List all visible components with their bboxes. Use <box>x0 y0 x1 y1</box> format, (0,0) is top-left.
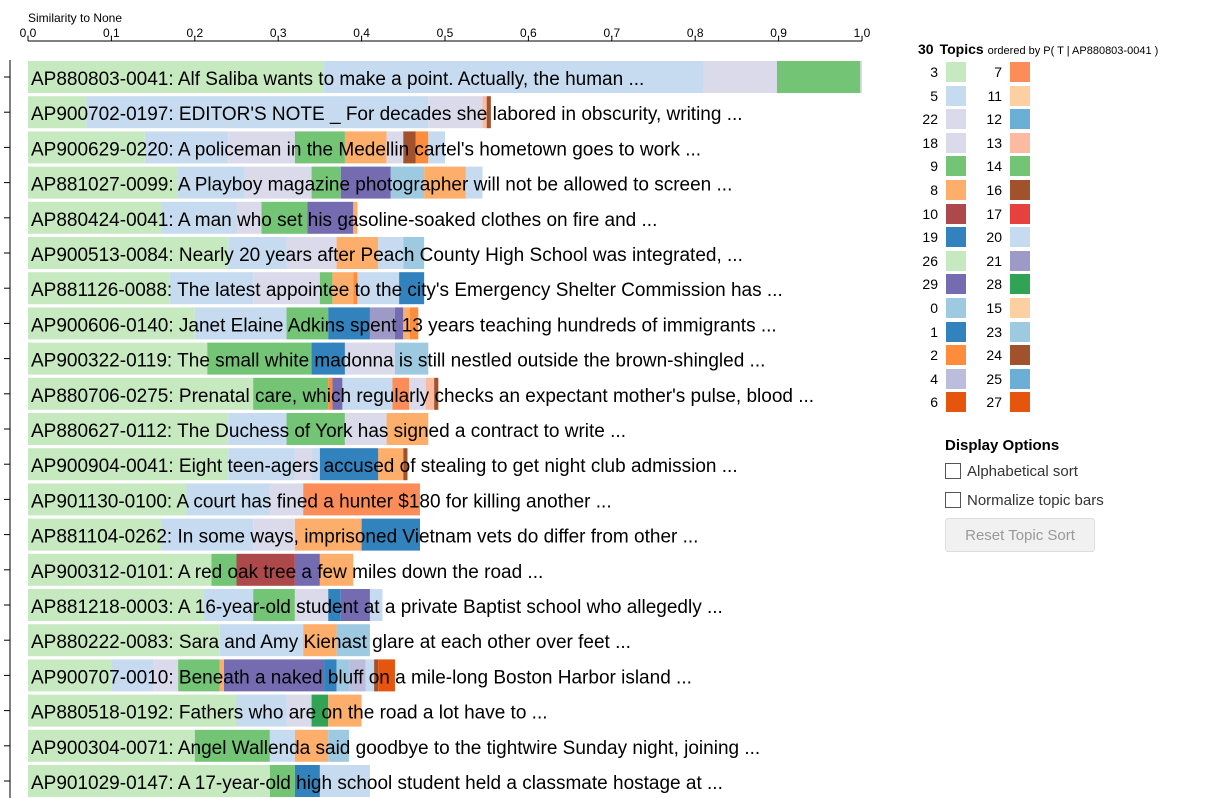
document-label: AP880627-0112: The Duchess of York has signed a contract to write ... <box>31 421 626 442</box>
legend-topic-swatch[interactable] <box>946 86 966 106</box>
document-row[interactable] <box>4 96 743 128</box>
document-row[interactable] <box>4 237 743 269</box>
legend-topic-swatch[interactable] <box>946 369 966 389</box>
legend-topic-swatch[interactable] <box>1010 251 1030 271</box>
legend-topic-number: 23 <box>986 323 1002 340</box>
document-row[interactable] <box>4 695 548 727</box>
display-options <box>945 437 1104 552</box>
order-note: ordered by P( T | AP880803-0041 ) <box>987 45 1159 57</box>
legend-topic-number: 22 <box>922 111 938 128</box>
legend-topic-number: 2 <box>930 347 938 364</box>
legend-topic-number: 12 <box>986 111 1002 128</box>
document-row[interactable] <box>4 624 631 656</box>
legend-topic-swatch[interactable] <box>1010 369 1030 389</box>
legend-topic-4[interactable] <box>918 369 968 389</box>
legend-topic-number: 24 <box>986 347 1002 364</box>
document-row[interactable] <box>4 448 738 480</box>
legend-topic-29[interactable] <box>918 274 968 294</box>
legend-topic-24[interactable] <box>982 345 1032 365</box>
document-label: AP900702-0197: EDITOR'S NOTE _ For decades she labored in obscurity, writing ... <box>31 104 743 126</box>
legend-topic-7[interactable] <box>982 62 1032 82</box>
legend-topic-3[interactable] <box>918 62 968 82</box>
document-row[interactable] <box>4 765 723 797</box>
alphabetical-sort-option[interactable] <box>945 460 1104 482</box>
document-label: AP900629-0220: A policeman in the Medellin cartel's hometown goes to work ... <box>31 139 702 161</box>
document-label: AP901029-0147: A 17-year-old high school student held a classmate hostage at ... <box>31 773 723 794</box>
legend-topic-number: 13 <box>986 134 1002 151</box>
document-label: AP900312-0101: A red oak tree a few miles down the road ... <box>31 561 544 583</box>
display-options-title: Display Options <box>945 437 1060 454</box>
topics-label: Topics <box>939 41 984 57</box>
legend-topic-6[interactable] <box>918 392 968 412</box>
legend-topic-number: 9 <box>930 158 938 175</box>
document-row[interactable] <box>4 202 657 234</box>
normalize-checkbox[interactable] <box>945 492 961 508</box>
legend-topic-number: 20 <box>986 229 1002 246</box>
legend-topic-number: 14 <box>986 158 1002 175</box>
alphabetical-sort-checkbox[interactable] <box>945 463 961 479</box>
x-tick-label: 0.3 <box>269 26 287 40</box>
document-row[interactable] <box>4 659 692 691</box>
topic-segment[interactable] <box>704 61 777 93</box>
document-row[interactable] <box>4 343 765 375</box>
x-tick-label: 0.4 <box>353 26 370 40</box>
legend-topic-number: 28 <box>986 276 1002 293</box>
legend-topic-swatch[interactable] <box>1010 322 1030 342</box>
legend-topic-20[interactable] <box>982 227 1032 247</box>
document-row[interactable] <box>4 378 814 410</box>
legend-topic-swatch[interactable] <box>946 133 966 153</box>
document-label: AP880222-0083: Sara and Amy Kienast glare at each other over feet ... <box>31 632 631 654</box>
legend-topic-8[interactable] <box>918 180 968 200</box>
legend-topic-swatch[interactable] <box>1010 62 1030 82</box>
legend-topic-number: 6 <box>930 394 938 411</box>
axis-title: Similarity to None <box>28 11 123 25</box>
document-row[interactable] <box>4 272 783 304</box>
legend-topic-number: 26 <box>922 252 938 269</box>
legend-topic-swatch[interactable] <box>1010 156 1030 176</box>
legend-topic-swatch[interactable] <box>946 180 966 200</box>
legend-topic-number: 21 <box>986 252 1002 269</box>
document-row[interactable] <box>4 730 760 762</box>
legend-topic-number: 29 <box>922 276 938 293</box>
legend-topic-0[interactable] <box>918 298 968 318</box>
legend-topic-number: 25 <box>986 370 1002 387</box>
legend-topic-swatch[interactable] <box>1010 298 1030 318</box>
x-tick-label: 0.8 <box>686 26 704 40</box>
legend-topic-22[interactable] <box>918 109 968 129</box>
document-label: AP900606-0140: Janet Elaine Adkins spent 13 years teaching hundreds of immigrants ... <box>31 315 777 337</box>
document-label: AP880518-0192: Fathers who are on the road a lot have to ... <box>31 702 548 724</box>
document-label: AP880706-0275: Prenatal care, which regularly checks an expectant mother's pulse, blood ... <box>31 385 815 407</box>
document-row[interactable] <box>4 167 732 199</box>
x-tick-label: 1.0 <box>853 26 871 40</box>
legend-topic-swatch[interactable] <box>1010 227 1030 247</box>
document-label: AP881126-0088: The latest appointee to the city's Emergency Shelter Commission has ... <box>31 280 783 302</box>
legend-topic-23[interactable] <box>982 322 1032 342</box>
legend-topic-25[interactable] <box>982 369 1032 389</box>
legend-topic-number: 11 <box>987 87 1002 104</box>
legend-topic-number: 15 <box>986 300 1002 316</box>
legend-topic-13[interactable] <box>982 133 1032 153</box>
legend-topic-19[interactable] <box>918 227 968 247</box>
legend-topic-10[interactable] <box>918 204 968 224</box>
legend-topic-21[interactable] <box>982 251 1032 271</box>
legend-topic-swatch[interactable] <box>946 109 966 129</box>
legend-topic-number: 4 <box>930 370 938 387</box>
legend-topic-swatch[interactable] <box>946 322 966 342</box>
document-label: AP900513-0084: Nearly 20 years after Peach County High School was integrated, ... <box>31 245 743 266</box>
alphabetical-sort-label: Alphabetical sort <box>967 462 1078 480</box>
legend-topic-number: 19 <box>922 229 938 246</box>
legend-topic-18[interactable] <box>918 133 968 153</box>
legend-topic-number: 8 <box>930 182 938 198</box>
legend-topic-swatch[interactable] <box>946 227 966 247</box>
document-label: AP900322-0119: The small white madonna is still nestled outside the brown-shingled ... <box>31 350 766 372</box>
legend-topic-26[interactable] <box>918 251 968 271</box>
normalize-label: Normalize topic bars <box>967 491 1104 509</box>
topic-segment[interactable] <box>860 61 862 93</box>
legend-topic-swatch[interactable] <box>1010 86 1030 106</box>
document-label: AP900707-0010: Beneath a naked bluff on a mile-long Boston Harbor island ... <box>31 667 692 689</box>
legend-topic-swatch[interactable] <box>1010 204 1030 224</box>
legend-topic-27[interactable] <box>982 392 1032 412</box>
legend-topic-11[interactable] <box>982 86 1032 106</box>
reset-topic-sort-button[interactable]: Reset Topic Sort <box>945 518 1095 552</box>
legend-topic-swatch[interactable] <box>946 392 966 412</box>
legend-topic-swatch[interactable] <box>1010 180 1030 200</box>
legend-topic-swatch[interactable] <box>946 274 966 294</box>
document-label: AP880424-0041: A man who set his gasoline-soaked clothes on fire and ... <box>31 209 658 231</box>
document-label: AP881104-0262: In some ways, imprisoned Vietnam vets do differ from other ... <box>31 526 699 548</box>
x-tick-label: 0.7 <box>603 26 621 40</box>
document-label: AP881027-0099: A Playboy magazine photographer will not be allowed to screen ... <box>31 174 733 196</box>
legend-topic-14[interactable] <box>982 156 1032 176</box>
document-label: AP900904-0041: Eight teen-agers accused of stealing to get night club admission ... <box>31 456 738 478</box>
topics-legend <box>918 38 1215 422</box>
legend-topic-number: 3 <box>930 64 938 80</box>
x-tick-label: 0.1 <box>103 26 120 40</box>
legend-topic-1[interactable] <box>918 322 968 342</box>
legend-topic-28[interactable] <box>982 274 1032 294</box>
legend-topic-swatch[interactable] <box>946 345 966 365</box>
document-row[interactable] <box>4 413 626 445</box>
document-row[interactable] <box>4 307 777 339</box>
legend-topic-15[interactable] <box>982 298 1032 318</box>
legend-topic-5[interactable] <box>918 86 968 106</box>
legend-topic-number: 27 <box>986 394 1002 411</box>
legend-topic-swatch[interactable] <box>946 251 966 271</box>
x-tick-label: 0.5 <box>436 26 454 40</box>
document-rows <box>4 61 862 797</box>
document-row[interactable] <box>4 483 612 515</box>
legend-topic-number: 10 <box>922 205 938 222</box>
legend-topic-swatch[interactable] <box>1010 274 1030 294</box>
legend-topic-16[interactable] <box>982 180 1032 200</box>
legend-topic-swatch[interactable] <box>1010 109 1030 129</box>
document-label: AP901130-0100: A court has fined a hunter $180 for killing another ... <box>31 491 612 513</box>
legend-topic-number: 7 <box>994 64 1002 80</box>
legend-topic-2[interactable] <box>918 345 968 365</box>
legend-topic-number: 17 <box>986 205 1002 222</box>
document-row[interactable] <box>4 554 543 586</box>
legend-topic-number: 0 <box>930 300 938 316</box>
x-tick-label: 0.9 <box>770 26 787 40</box>
legend-topic-number: 5 <box>930 87 938 104</box>
legend-topic-12[interactable] <box>982 109 1032 129</box>
legend-topic-swatch[interactable] <box>946 298 966 318</box>
legend-topic-number: 18 <box>922 134 938 151</box>
legend-topic-swatch[interactable] <box>946 62 966 82</box>
document-row[interactable] <box>4 519 698 551</box>
x-tick-label: 0.6 <box>520 26 537 40</box>
legend-topic-swatch[interactable] <box>946 204 966 224</box>
document-row[interactable] <box>4 61 862 93</box>
legend-topic-swatch[interactable] <box>1010 133 1030 153</box>
normalize-option[interactable] <box>945 489 1104 511</box>
document-label: AP900304-0071: Angel Wallenda said goodbye to the tightwire Sunday night, joining ... <box>31 737 761 759</box>
legend-topic-9[interactable] <box>918 156 968 176</box>
legend-header <box>918 38 1215 60</box>
legend-topic-17[interactable] <box>982 204 1032 224</box>
document-row[interactable] <box>4 589 723 621</box>
legend-topic-number: 16 <box>986 182 1002 198</box>
topic-count: 30 <box>918 41 934 57</box>
x-tick-label: 0.2 <box>186 26 204 40</box>
document-row[interactable] <box>4 131 701 163</box>
legend-topic-number: 1 <box>930 323 938 340</box>
legend-topic-swatch[interactable] <box>1010 392 1030 412</box>
x-tick-label: 0.0 <box>19 26 37 40</box>
legend-grid <box>918 62 1215 422</box>
document-label: AP881218-0003: A 16-year-old student at a private Baptist school who allegedly ... <box>31 597 723 618</box>
topic-segment[interactable] <box>777 61 860 93</box>
document-label: AP880803-0041: Alf Saliba wants to make a point. Actually, the human ... <box>31 69 645 90</box>
legend-topic-swatch[interactable] <box>946 156 966 176</box>
legend-topic-swatch[interactable] <box>1010 345 1030 365</box>
